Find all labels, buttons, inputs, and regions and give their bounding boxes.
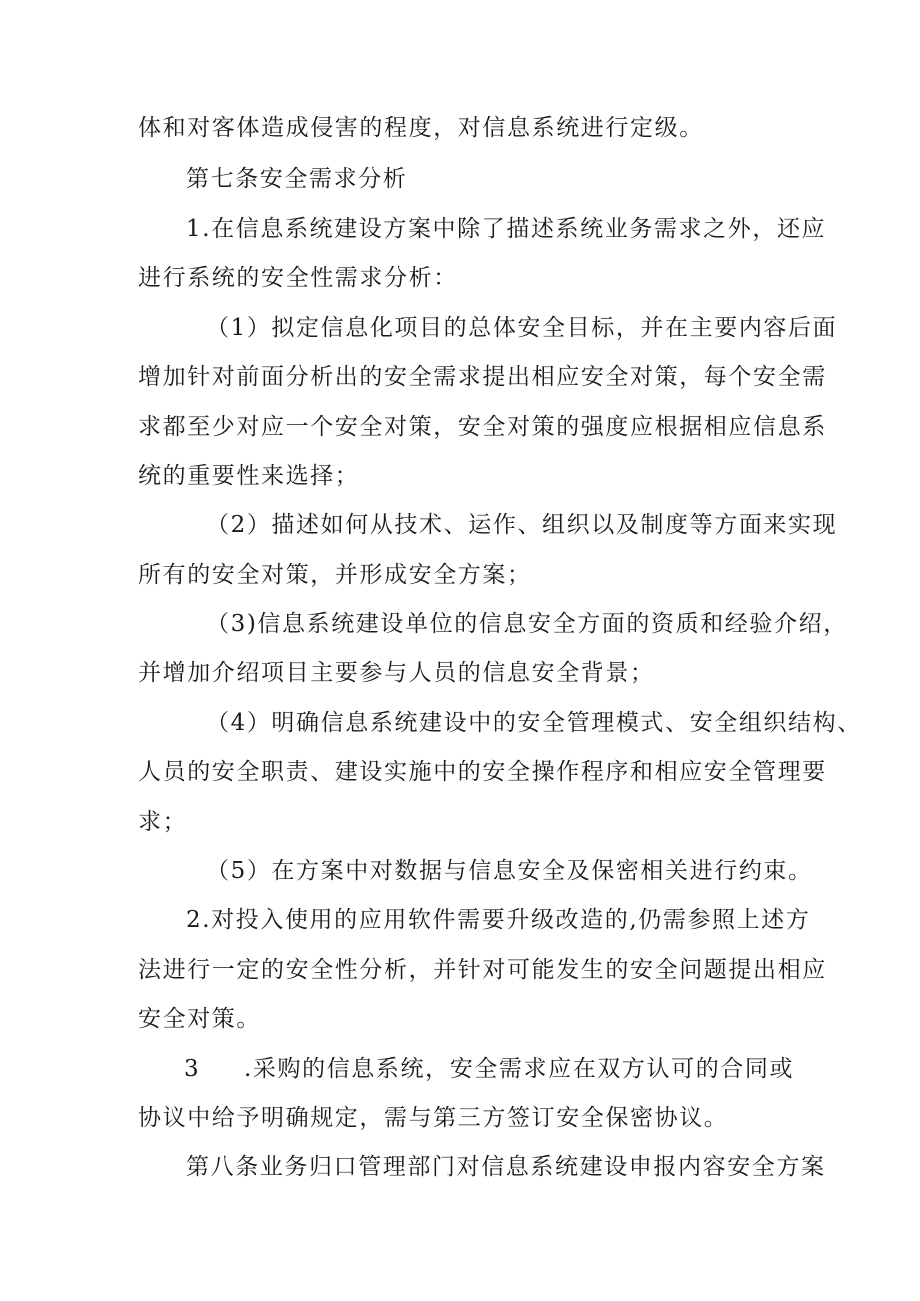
paragraph-line: 进行系统的安全性需求分析：	[138, 265, 458, 291]
paragraph-line: .采购的信息系统，安全需求应在双方认可的合同或	[244, 1056, 795, 1082]
paragraph-line: 2.对投入使用的应用软件需要升级改造的,仍需参照上述方	[186, 907, 811, 933]
list-item-line: 人员的安全职责、建设实施中的安全操作程序和相应安全管理要	[138, 759, 827, 785]
list-item-line: （2）描述如何从技术、运作、组织以及制度等方面来实现	[206, 512, 838, 538]
list-item-line: （3)信息系统建设单位的信息安全方面的资质和经验介绍，	[206, 611, 848, 637]
list-item-line: 求；	[138, 809, 188, 835]
list-item-line: 所有的安全对策，并形成安全方案；	[138, 562, 532, 588]
list-item-line: （5）在方案中对数据与信息安全及保密相关进行约束。	[206, 858, 813, 884]
list-item-line: （4）明确信息系统建设中的安全管理模式、安全组织结构、	[206, 710, 862, 736]
list-item-line: 统的重要性来选择；	[138, 463, 360, 489]
paragraph-line: 法进行一定的安全性分析，并针对可能发生的安全问题提出相应	[138, 957, 827, 983]
section-heading-article-8: 第八条业务归口管理部门对信息系统建设申报内容安全方案	[186, 1154, 826, 1180]
paragraph-line: 体和对客体造成侵害的程度，对信息系统进行定级。	[138, 115, 704, 141]
item-number: 3	[184, 1056, 201, 1082]
list-item-line: （1）拟定信息化项目的总体安全目标，并在主要内容后面	[206, 315, 838, 341]
paragraph-line: 1.在信息系统建设方案中除了描述系统业务需求之外，还应	[186, 216, 827, 242]
list-item-line: 求都至少对应一个安全对策，安全对策的强度应根据相应信息系	[138, 414, 827, 440]
list-item-line: 增加针对前面分析出的安全需求提出相应安全对策，每个安全需	[138, 364, 827, 390]
section-heading-article-7: 第七条安全需求分析	[186, 166, 408, 192]
paragraph-line: 安全对策。	[138, 1006, 261, 1032]
paragraph-line: 协议中给予明确规定，需与第三方签订安全保密协议。	[138, 1105, 729, 1131]
list-item-line: 并增加介绍项目主要参与人员的信息安全背景；	[138, 660, 655, 686]
